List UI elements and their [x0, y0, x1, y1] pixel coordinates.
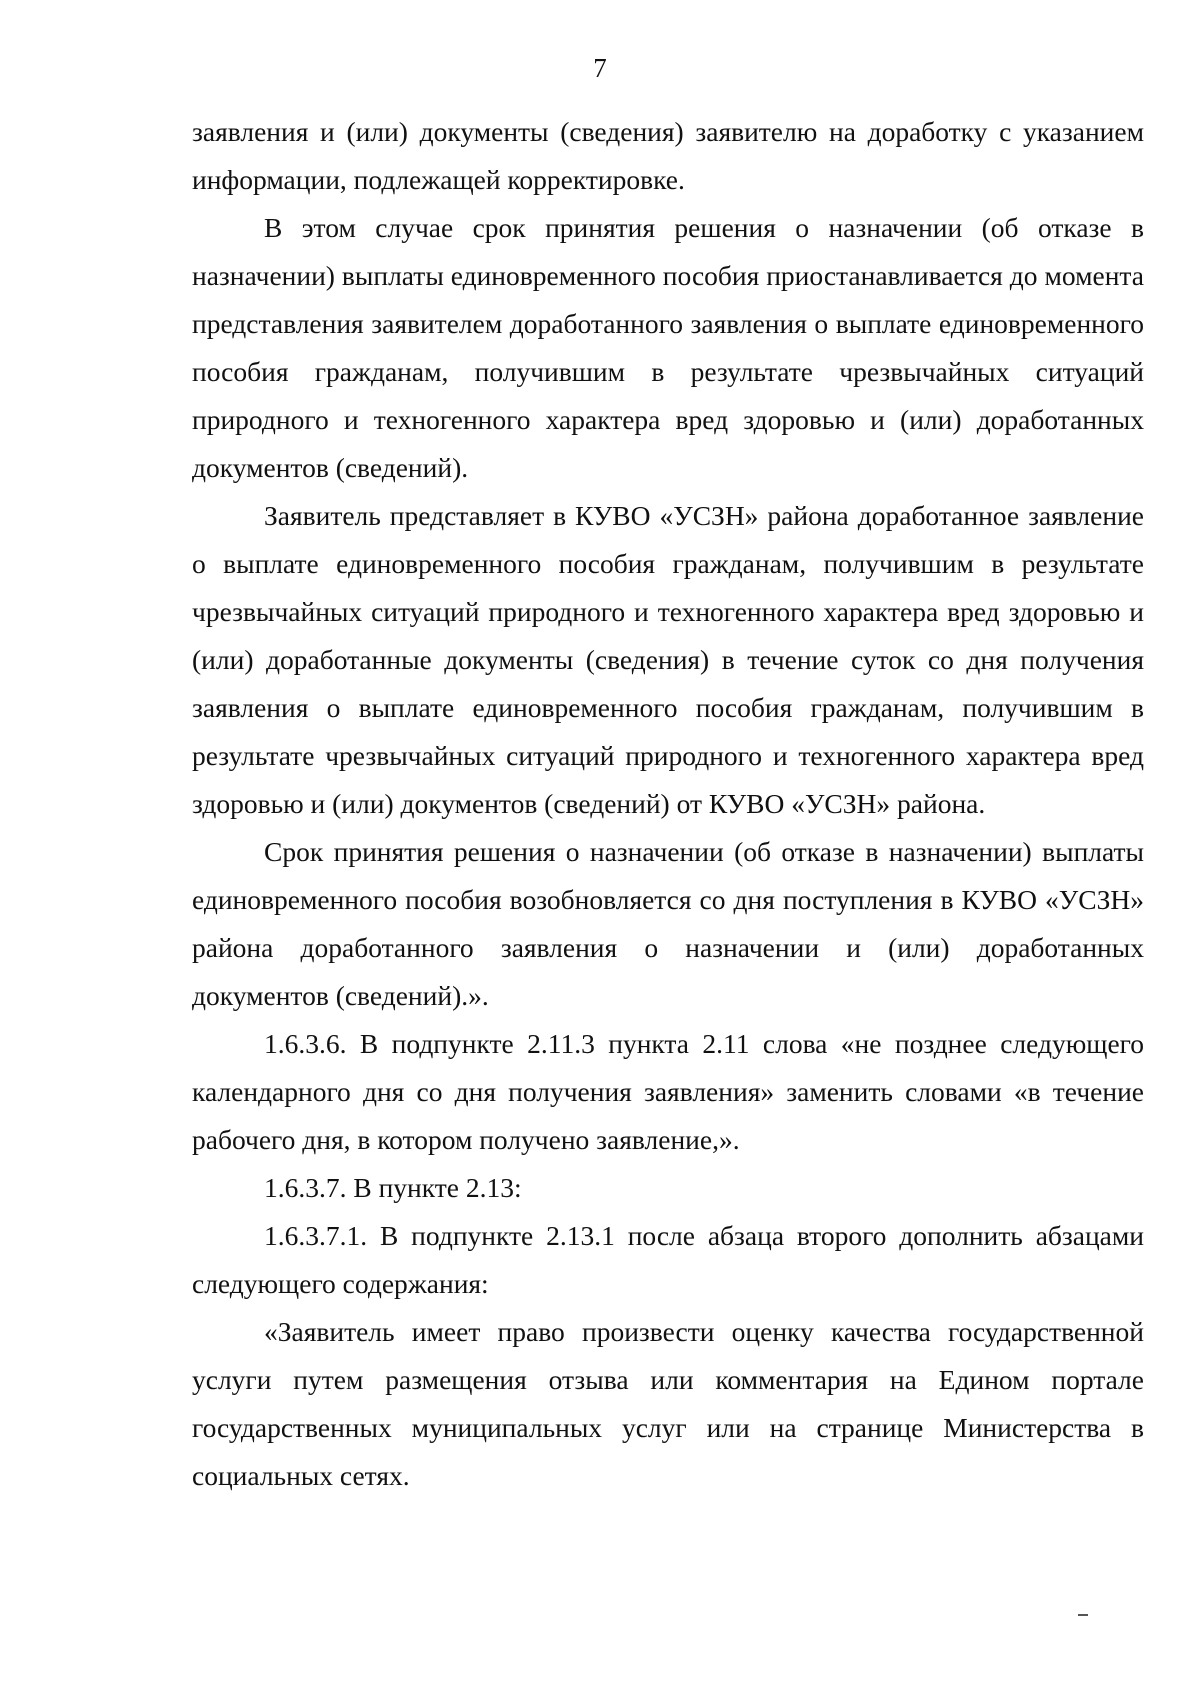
paragraph-item-1-6-3-6: 1.6.3.6. В подпункте 2.11.3 пункта 2.11 слова «не позднее следующего календарного дня со дня получения заявления» заменить словами «в течение рабочего дня, в котором получено заявление,». [192, 1028, 1144, 1155]
page-number: 7 [593, 53, 607, 83]
paragraph-suspension-term: В этом случае срок принятия решения о назначении (об отказе в назначении) выплаты единовременного пособия приостанавливается до момента представления заявителем доработанного заявления о выплате единовременного пособия гражданам, получившим в результате чрезвычайных ситуаций природного и техногенного характера вред здоровью и (или) доработанных документов (сведений). [192, 212, 1144, 483]
paragraph-applicant-submits: Заявитель представляет в КУВО «УСЗН» района доработанное заявление о выплате единовременного пособия гражданам, получившим в результате чрезвычайных ситуаций природного и техногенного характера вред здоровью и (или) доработанные документы (сведения) в течение суток со дня получения заявления о выплате единовременного пособия гражданам, получившим в результате чрезвычайных ситуаций природного и техногенного характера вред здоровью и (или) документов (сведений) от КУВО «УСЗН» района. [192, 500, 1144, 819]
paragraph-item-1-6-3-7: 1.6.3.7. В пункте 2.13: [264, 1172, 522, 1203]
document-body [192, 108, 1144, 1500]
footer-mark [1078, 1614, 1088, 1616]
paragraph-item-1-6-3-7-1: 1.6.3.7.1. В подпункте 2.13.1 после абзаца второго дополнить абзацами следующего содержания: [192, 1220, 1144, 1299]
paragraph-quality-assessment: «Заявитель имеет право произвести оценку качества государственной услуги путем размещения отзыва или комментария на Едином портале государственных муниципальных услуг или на странице Министерства в социальных сетях. [192, 1316, 1144, 1491]
paragraph-continuation: заявления и (или) документы (сведения) заявителю на доработку с указанием информации, подлежащей корректировке. [192, 116, 1144, 195]
paragraph-term-resumes: Срок принятия решения о назначении (об отказе в назначении) выплаты единовременного пособия возобновляется со дня поступления в КУВО «УСЗН» района доработанного заявления о назначении и (или) доработанных документов (сведений).». [192, 836, 1144, 1011]
